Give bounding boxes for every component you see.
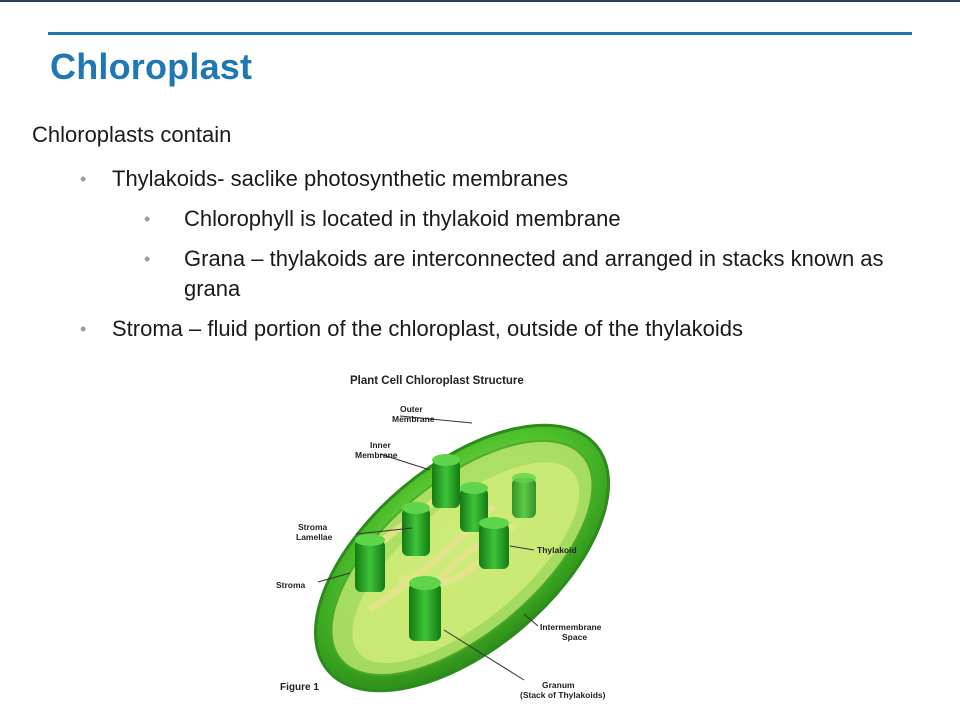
bullet-chlorophyll xyxy=(32,204,932,234)
bullet-text: Grana – thylakoids are interconnected and arranged in stacks known as grana xyxy=(184,246,884,301)
bullet-dot: • xyxy=(80,319,87,339)
granum-stack xyxy=(355,534,385,592)
bullet-stroma xyxy=(32,314,932,344)
label-intermembrane-space: Intermembrane Space xyxy=(540,622,602,642)
bullet-thylakoids xyxy=(32,164,932,194)
slide-title: Chloroplast xyxy=(50,46,253,87)
bullet-text: Chlorophyll is located in thylakoid membrane xyxy=(184,206,621,231)
slide-body xyxy=(32,118,932,354)
label-stroma-lamellae: Stroma Lamellae xyxy=(296,522,333,542)
bullet-dot: • xyxy=(144,209,151,229)
bullet-dot: • xyxy=(144,249,151,269)
bullet-text: Thylakoids- saclike photosynthetic membranes xyxy=(112,166,569,191)
lead-text: Chloroplasts contain xyxy=(32,122,232,147)
label-granum: Granum (Stack of Thylakoids) xyxy=(520,680,606,700)
title-rule xyxy=(48,32,912,35)
top-border xyxy=(0,0,960,2)
bullet-text: Stroma – fluid portion of the chloroplast, outside of the thylakoids xyxy=(112,316,744,341)
chloroplast-figure xyxy=(262,368,622,720)
granum-stack xyxy=(512,473,536,518)
label-outer-membrane: Outer Membrane xyxy=(392,404,435,424)
granum-stack xyxy=(432,454,460,508)
granum-stack xyxy=(409,576,441,641)
chloroplast-diagram xyxy=(262,368,622,720)
label-thylakoid: Thylakoid xyxy=(537,545,577,555)
bullet-grana xyxy=(32,244,932,304)
figure-title: Plant Cell Chloroplast Structure xyxy=(350,375,524,387)
granum-stack xyxy=(479,517,509,569)
label-stroma: Stroma xyxy=(276,580,306,590)
bullet-dot: • xyxy=(80,169,87,189)
label-inner-membrane: Inner Membrane xyxy=(355,440,398,460)
figure-caption: Figure 1 xyxy=(280,682,319,693)
